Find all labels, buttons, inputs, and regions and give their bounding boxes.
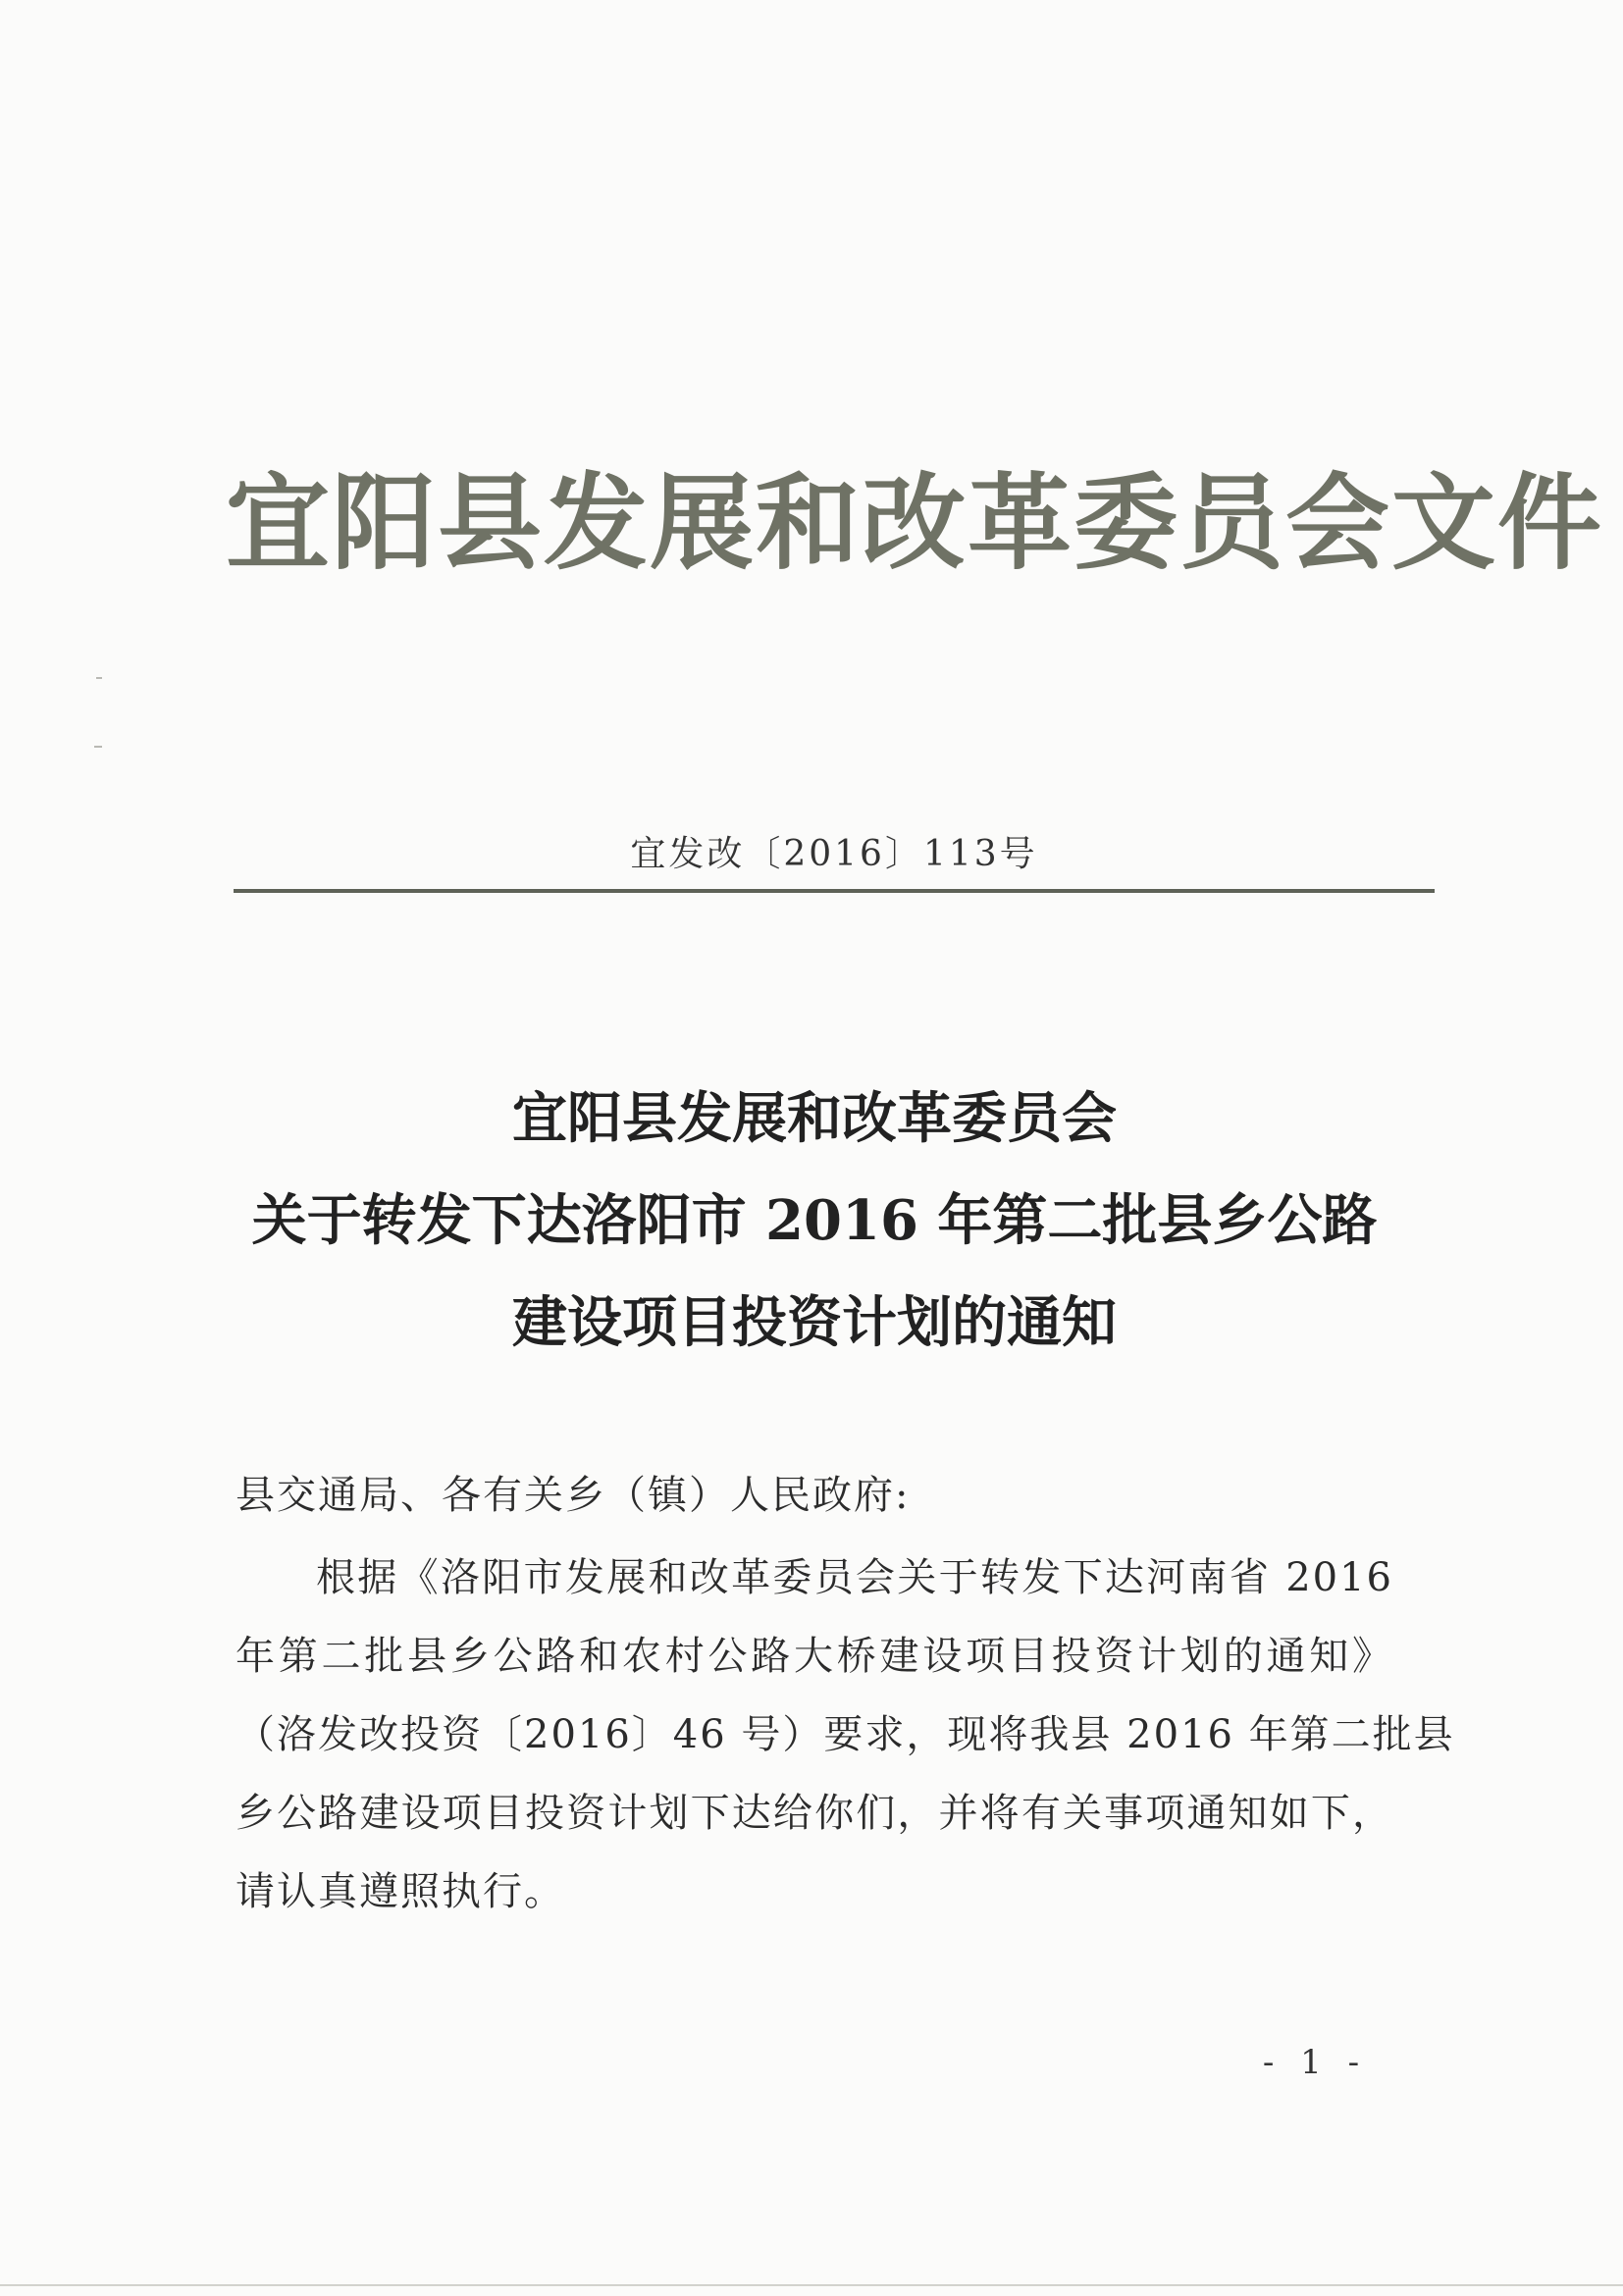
body-line-3: （洛发改投资〔2016〕46 号）要求，现将我县 2016 年第二批县 bbox=[236, 1712, 1455, 1757]
body-line-4: 乡公路建设项目投资计划下达给你们，并将有关事项通知如下， bbox=[236, 1791, 1393, 1836]
scan-bottom-edge bbox=[0, 2284, 1623, 2286]
heading-line-3: 建设项目投资计划的通知 bbox=[512, 1290, 1117, 1355]
heading-line-1: 宜阳县发展和改革委员会 bbox=[512, 1086, 1117, 1151]
document-number: 宜发改〔2016〕113号 bbox=[630, 834, 1038, 874]
addressee: 县交通局、各有关乡（镇）人民政府: bbox=[236, 1473, 911, 1518]
heading-line-2: 关于转发下达洛阳市 2016 年第二批县乡公路 bbox=[251, 1188, 1378, 1253]
body-line-5: 请认真遵照执行。 bbox=[236, 1869, 565, 1914]
scan-speck bbox=[96, 677, 102, 679]
body-line-1: 根据《洛阳市发展和改革委员会关于转发下达河南省 2016 bbox=[316, 1555, 1393, 1600]
page-number: - 1 - bbox=[1262, 2043, 1368, 2082]
scan-speck bbox=[94, 746, 102, 748]
masthead-title: 宜阳县发展和改革委员会文件 bbox=[226, 461, 1603, 584]
body-line-2: 年第二批县乡公路和农村公路大桥建设项目投资计划的通知》 bbox=[236, 1634, 1393, 1679]
header-divider bbox=[234, 889, 1435, 893]
